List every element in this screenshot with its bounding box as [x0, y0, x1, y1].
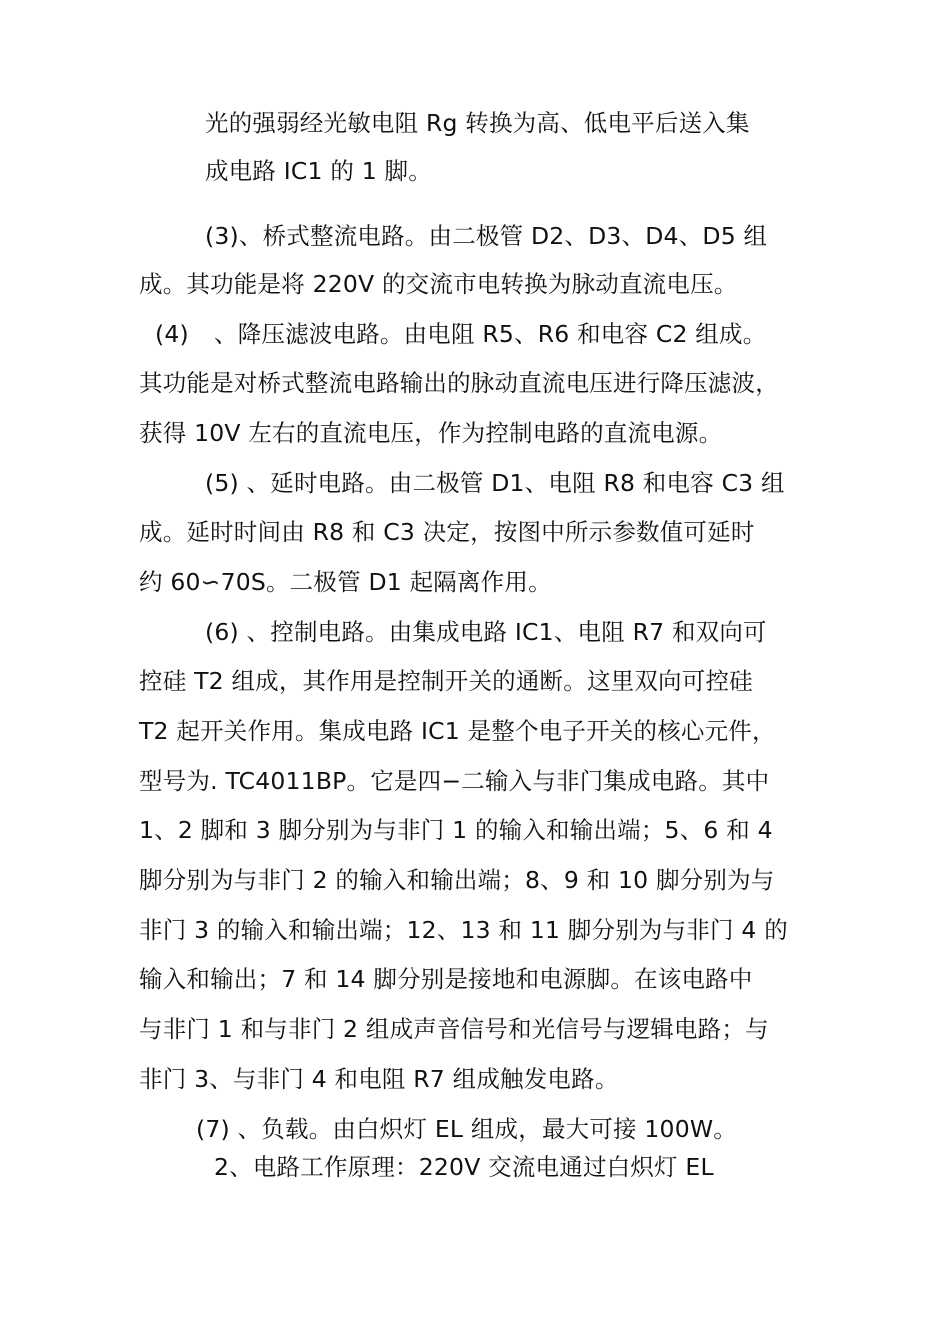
text-line-18: 输入和输出；7 和 14 脚分别是接地和电源脚。在该电路中	[139, 965, 753, 993]
text-line-14: 型号为. TC4011BP。它是四−二输入与非门集成电路。其中	[139, 767, 770, 795]
text-line-5: 、降压滤波电路。由电阻 R5、R6 和电容 C2 组成。	[214, 320, 767, 348]
text-line-21: (7) 、负载。由白炽灯 EL 组成，最大可接 100W。	[196, 1115, 737, 1143]
text-line-12: 控硅 T2 组成，其作用是控制开关的通断。这里双向可控硅	[139, 667, 753, 695]
text-line-11: (6) 、控制电路。由集成电路 IC1、电阻 R7 和双向可	[205, 618, 767, 646]
text-line-20: 非门 3、与非门 4 和电阻 R7 组成触发电路。	[139, 1065, 619, 1093]
text-line-22: 2、电路工作原理：220V 交流电通过白炽灯 EL	[214, 1153, 714, 1181]
text-line-10: 约 60∽70S。二极管 D1 起隔离作用。	[139, 568, 552, 596]
text-line-8: (5) 、延时电路。由二极管 D1、电阻 R8 和电容 C3 组	[205, 469, 785, 497]
text-line-6: 其功能是对桥式整流电路输出的脉动直流电压进行降压滤波，	[139, 369, 779, 397]
text-line-9: 成。延时时间由 R8 和 C3 决定，按图中所示参数值可延时	[139, 518, 755, 546]
text-line-7: 获得 10V 左右的直流电压，作为控制电路的直流电源。	[139, 419, 723, 447]
text-line-16: 脚分别为与非门 2 的输入和输出端；8、9 和 10 脚分别为与	[139, 866, 775, 894]
text-line-3: (3)、桥式整流电路。由二极管 D2、D3、D4、D5 组	[205, 222, 768, 250]
text-line-5-number: (4)	[155, 320, 189, 348]
text-line-2: 成电路 IC1 的 1 脚。	[205, 157, 432, 185]
text-line-13: T2 起开关作用。集成电路 IC1 是整个电子开关的核心元件，	[139, 717, 776, 745]
text-line-1: 光的强弱经光敏电阻 Rg 转换为高、低电平后送入集	[205, 109, 750, 137]
text-line-17: 非门 3 的输入和输出端；12、13 和 11 脚分别为与非门 4 的	[139, 916, 788, 944]
text-line-19: 与非门 1 和与非门 2 组成声音信号和光信号与逻辑电路；与	[139, 1015, 769, 1043]
text-line-15: 1、2 脚和 3 脚分别为与非门 1 的输入和输出端；5、6 和 4	[139, 816, 773, 844]
text-line-4: 成。其功能是将 220V 的交流市电转换为脉动直流电压。	[139, 270, 738, 298]
